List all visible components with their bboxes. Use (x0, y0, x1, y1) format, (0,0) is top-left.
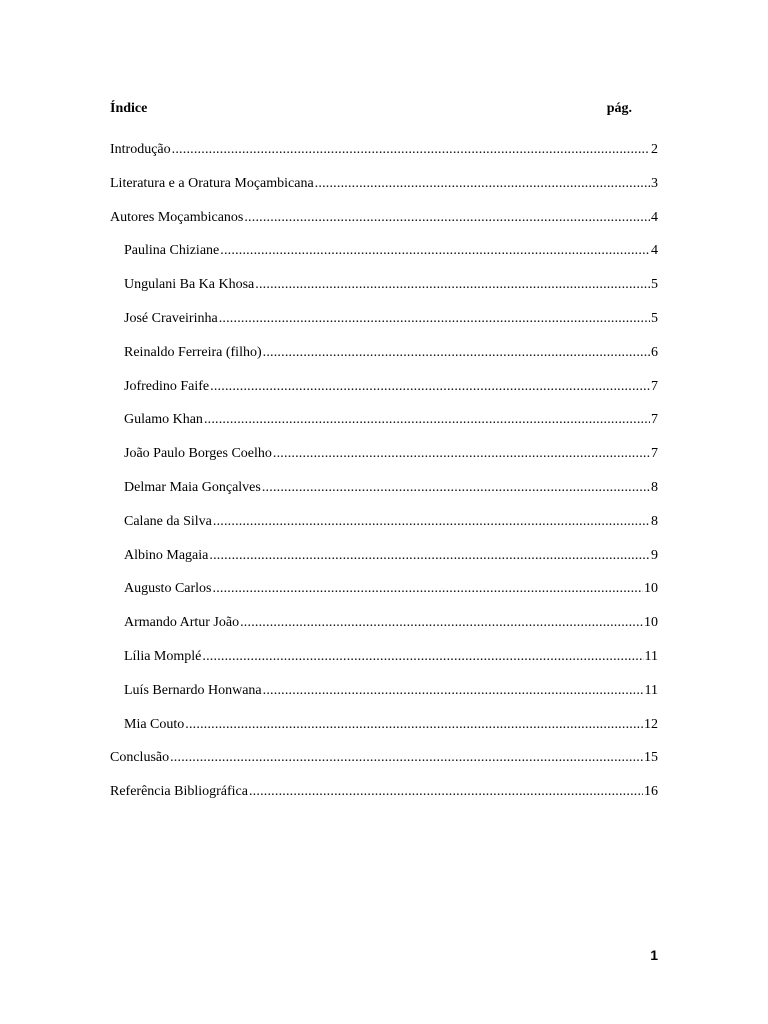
toc-entry-title: Gulamo Khan (124, 412, 203, 428)
dot-leader (255, 276, 650, 294)
toc-entry-page: 3 (651, 175, 658, 191)
toc-entry-page: 7 (651, 446, 658, 462)
dot-leader (204, 411, 650, 429)
toc-entry-title: Delmar Maia Gonçalves (124, 479, 261, 495)
toc-entry[interactable] (110, 682, 658, 716)
toc-entry-title: Reinaldo Ferreira (filho) (124, 344, 262, 360)
toc-entry-title: Conclusão (110, 750, 170, 766)
dot-leader (213, 580, 644, 598)
toc-entry[interactable] (110, 411, 658, 445)
toc-entry-title: Armando Artur João (124, 615, 240, 631)
toc-entry[interactable] (110, 513, 658, 547)
dot-leader (315, 175, 650, 193)
toc-entry-title: José Craveirinha (124, 310, 218, 326)
dot-leader (170, 749, 643, 767)
toc-entry-page: 2 (651, 142, 658, 157)
toc-entry-title: Calane da Silva (124, 513, 212, 529)
toc-entry[interactable] (110, 209, 658, 243)
toc-entry[interactable] (110, 580, 658, 614)
toc-entry[interactable] (110, 648, 658, 682)
dot-leader (210, 378, 650, 396)
toc-entry-title: Ungulani Ba Ka Khosa (124, 277, 255, 293)
toc-entry-page: 15 (644, 750, 658, 766)
toc-entry-title: Jofredino Faife (124, 378, 210, 394)
toc-entry[interactable] (110, 141, 658, 175)
toc-entry[interactable] (110, 716, 658, 750)
toc-entry[interactable] (110, 614, 658, 648)
dot-leader (213, 513, 650, 531)
toc-entry-title: Lília Momplé (124, 648, 202, 664)
page-column-label: pág. (606, 101, 632, 116)
page-number: 1 (650, 947, 658, 963)
toc-entry[interactable] (110, 276, 658, 310)
toc-entry-page: 11 (644, 682, 658, 698)
toc-entry[interactable] (110, 445, 658, 479)
toc-entry-page: 8 (651, 479, 658, 495)
dot-leader (262, 479, 650, 497)
dot-leader (172, 141, 650, 159)
dot-leader (273, 445, 650, 463)
toc-entry[interactable] (110, 479, 658, 513)
toc-entry-page: 8 (651, 513, 658, 529)
toc-entry[interactable] (110, 783, 658, 817)
toc-entry-title: Autores Moçambicanos (110, 209, 244, 225)
dot-leader (263, 682, 644, 700)
toc-entry-page: 4 (651, 243, 658, 259)
toc-entry-page: 10 (644, 581, 658, 597)
toc-entry[interactable] (110, 344, 658, 378)
table-of-contents (110, 141, 658, 817)
toc-entry-page: 5 (651, 277, 658, 293)
toc-entry[interactable] (110, 547, 658, 581)
dot-leader (249, 783, 643, 801)
toc-entry-title: Albino Magaia (124, 547, 209, 563)
toc-entry-page: 7 (651, 412, 658, 428)
dot-leader (263, 344, 650, 362)
toc-entry-page: 9 (651, 547, 658, 563)
toc-entry-page: 16 (644, 784, 658, 800)
dot-leader (209, 547, 650, 565)
toc-entry-title: João Paulo Borges Coelho (124, 446, 272, 462)
dot-leader (202, 648, 643, 666)
dot-leader (244, 209, 650, 227)
toc-entry-page: 11 (644, 648, 658, 664)
dot-leader (219, 310, 650, 328)
toc-entry-title: Paulina Chiziane (124, 243, 220, 259)
toc-entry-title: Introdução (110, 142, 171, 157)
toc-entry-title: Referência Bibliográfica (110, 784, 248, 800)
toc-entry-title: Mia Couto (124, 716, 185, 732)
toc-entry-page: 7 (651, 378, 658, 394)
toc-entry[interactable] (110, 749, 658, 783)
dot-leader (185, 716, 643, 734)
toc-heading: Índice (110, 101, 148, 116)
toc-entry-title: Augusto Carlos (124, 581, 212, 597)
toc-entry-title: Literatura e a Oratura Moçambicana (110, 175, 314, 191)
toc-entry-page: 10 (644, 615, 658, 631)
toc-entry-page: 12 (644, 716, 658, 732)
toc-entry[interactable] (110, 310, 658, 344)
toc-entry-page: 4 (651, 209, 658, 225)
toc-entry[interactable] (110, 175, 658, 209)
toc-header (110, 100, 632, 118)
toc-entry-page: 5 (651, 310, 658, 326)
toc-entry[interactable] (110, 242, 658, 276)
toc-entry[interactable] (110, 378, 658, 412)
toc-entry-title: Luís Bernardo Honwana (124, 682, 262, 698)
toc-entry-page: 6 (651, 344, 658, 360)
dot-leader (220, 242, 650, 260)
dot-leader (240, 614, 643, 632)
